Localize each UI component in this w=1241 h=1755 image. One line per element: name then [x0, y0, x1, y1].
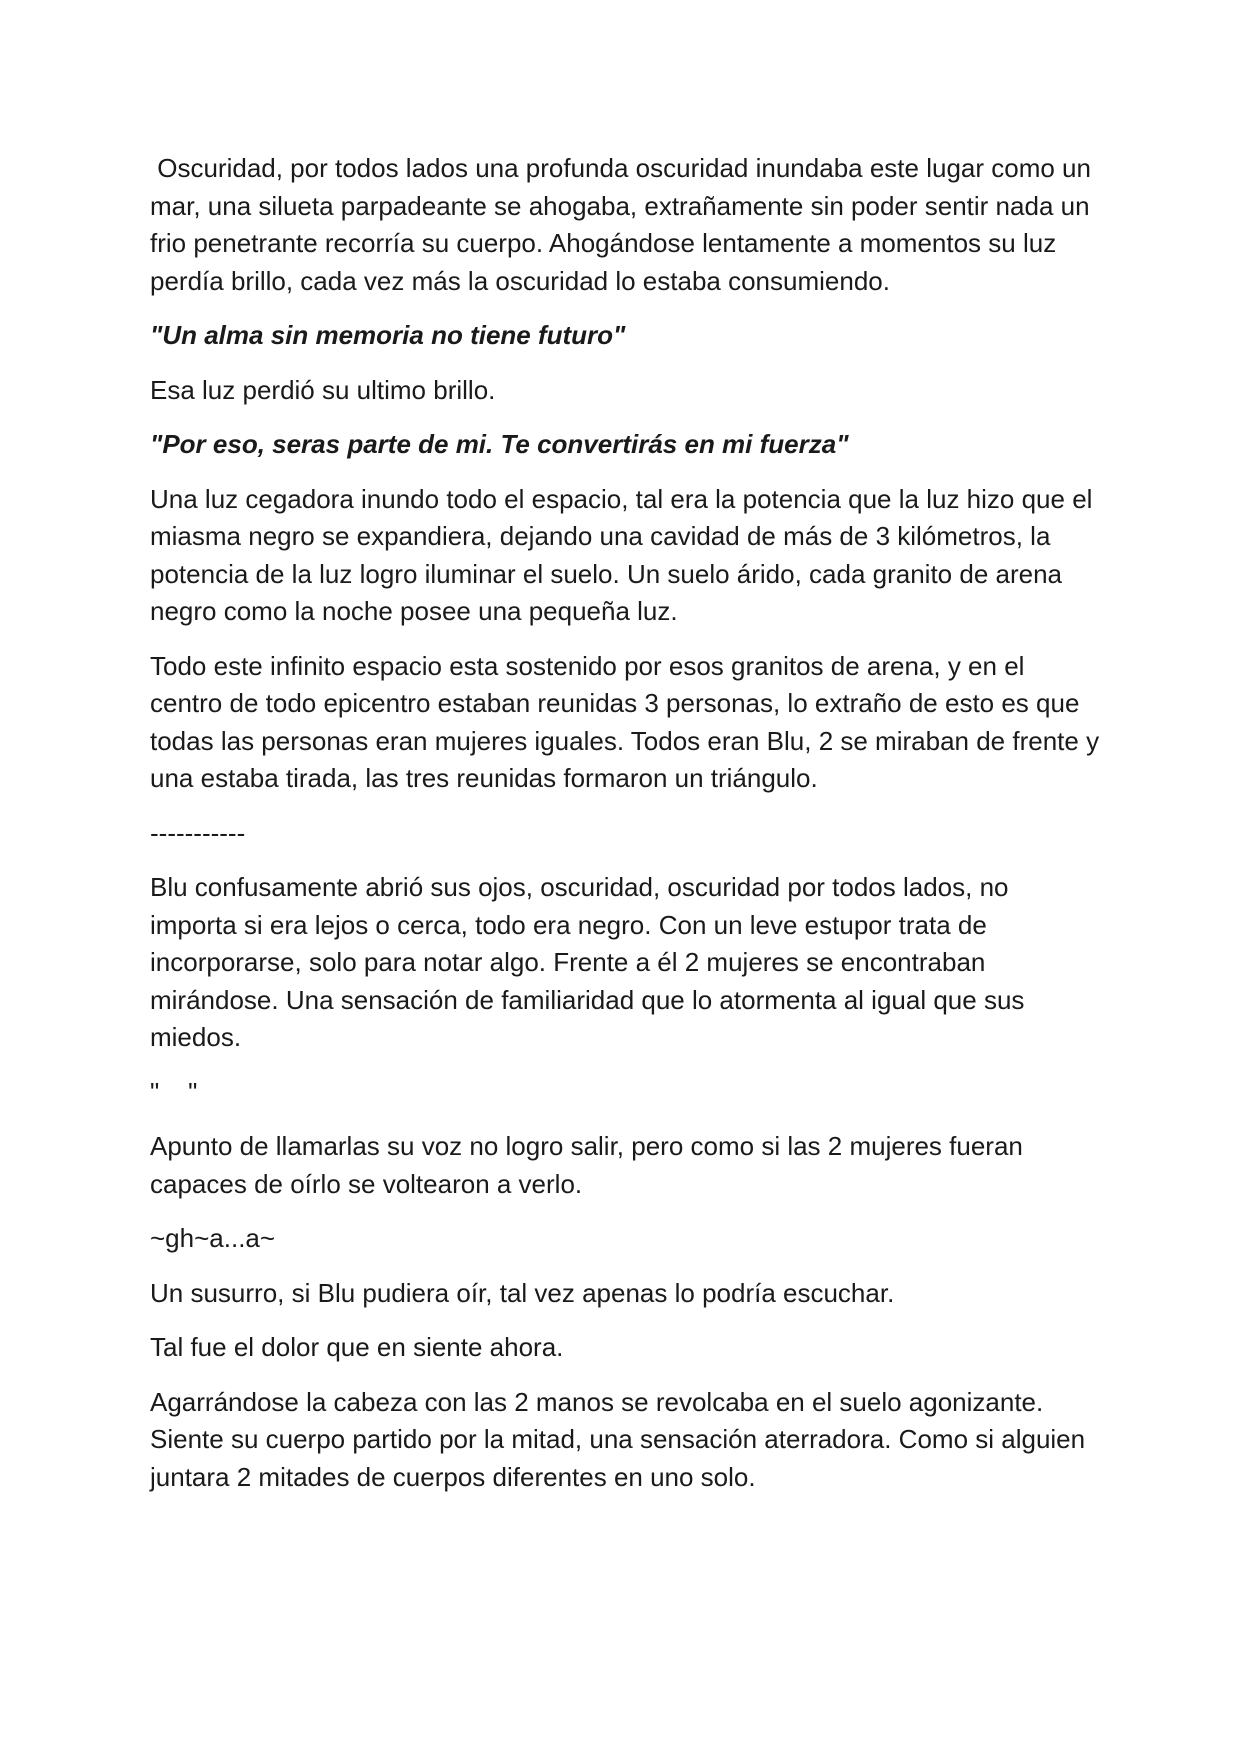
section-divider: ----------- [150, 817, 246, 848]
whisper-line: ~gh~a...a~ [150, 1223, 276, 1253]
paragraph-1: Oscuridad, por todos lados una profunda oscuridad inundaba este lugar como un mar, una silueta parpadeante se ahogaba, extrañamente sin poder sentir nada un frio penetrante recorría su cuerpo. Ahogándose lentamente a momentos su luz perdía brillo, cada vez más la oscuridad lo estaba consumiendo. [150, 153, 1099, 296]
paragraph-5: Blu confusamente abrió sus ojos, oscuridad, oscuridad por todos lados, no importa si era lejos o cerca, todo era negro. Con un leve estupor trata de incorporarse, solo para notar algo. Frente a él 2 mujeres se encontraban mirándose. Una sensación de familiaridad que lo atormenta al igual que sus miedos. [150, 872, 1032, 1052]
document-page [150, 150, 1107, 1513]
paragraph-4: Todo este infinito espacio esta sostenido por esos granitos de arena, y en el centro de todo epicentro estaban reunidas 3 personas, lo extraño de esto es que todas las personas eran mujeres iguales. Todos eran Blu, 2 se miraban de frente y una estaba tirada, las tres reunidas formaron un triángulo. [150, 650, 1107, 793]
paragraph-3: Una luz cegadora inundo todo el espacio, tal era la potencia que la luz hizo que el miasma negro se expandiera, dejando una cavidad de más de 3 kilómetros, la potencia de la luz logro iluminar el suelo. Un suelo árido, cada granito de arena negro como la noche posee una pequeña luz. [150, 483, 1100, 626]
quote-2: "Por eso, seras parte de mi. Te convertirás en mi fuerza" [150, 429, 849, 459]
paragraph-6: Apunto de llamarlas su voz no logro salir, pero como si las 2 mujeres fueran capaces de oírlo se voltearon a verlo. [150, 1131, 1031, 1199]
paragraph-9: Agarrándose la cabeza con las 2 manos se revolcaba en el suelo agonizante. Siente su cuerpo partido por la mitad, una sensación aterradora. Como si alguien juntara 2 mitades de cuerpos diferentes en uno solo. [150, 1386, 1093, 1492]
quote-1: "Un alma sin memoria no tiene futuro" [150, 320, 626, 350]
paragraph-8: Tal fue el dolor que en siente ahora. [150, 1332, 564, 1362]
empty-quote: " " [150, 1076, 198, 1107]
paragraph-2: Esa luz perdió su ultimo brillo. [150, 374, 496, 405]
paragraph-7: Un susurro, si Blu pudiera oír, tal vez apenas lo podría escuchar. [150, 1277, 895, 1308]
